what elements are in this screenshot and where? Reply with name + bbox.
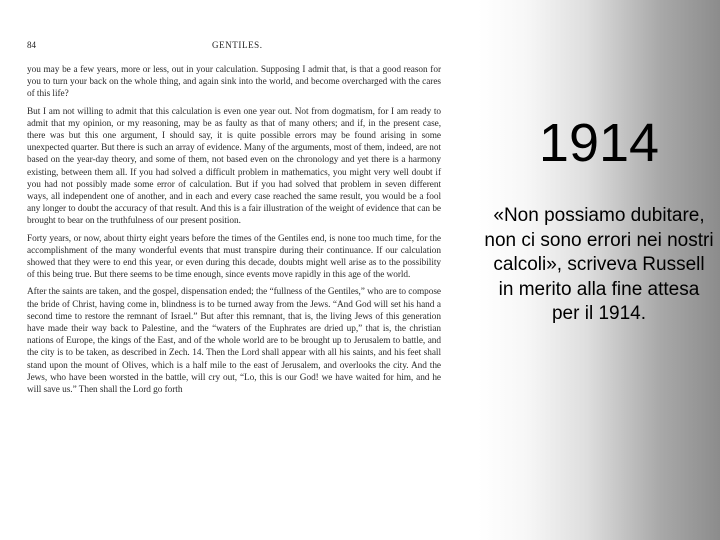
paragraph-3: Forty years, or now, about thirty eight years before the times of the Gentiles end, is none too much time, for the accomplishment of the many wonderful events that must transpire during their continuance. If our calculation showed that they were to end this year, or even during this decade, doubts might well arise as to the possibility of this being true. But there seems to be time enough, since events move rapidly in this age of the world. bbox=[27, 233, 441, 281]
paragraph-2: But I am not willing to admit that this calculation is even one year out. Not from dogmatism, for I am ready to admit that my opinion, or my reasoning, may be as faulty as that of many others; and if, in the present case, there was but this one argument, I should say, it is quite possible errors may be found arising in some unexpected quarter. But there is such an array of evidence. Many of the arguments, most of them, indeed, are not based on the year-day theory, and some of them, not based even on the chronology and yet there is a harmony existing, between them all. If you had solved a difficult problem in mathematics, you might very well doubt if you had not possibly made some error of calculation. But if you had solved that problem in seven different ways, all independent one of another, and in each and every case reached the same result, you would be a fool any longer to doubt the accuracy of that result. And this is a fair illustration of the weight of evidence that can be brought to bear on the truthfulness of our present position. bbox=[27, 106, 442, 227]
slide-side-panel bbox=[478, 0, 720, 540]
paragraph-4: After the saints are taken, and the gospel, dispensation ended; the “fullness of the Gentiles,” who are to compose the bride of Christ, having come in, blindness is to be turned away from the Jews. “And God will set his hand a second time to restore the remnant of Israel.” But after this remnant, that is, the living Jews of this generation have made their way back to Palestine, and the “waters of the Euphrates are dried up,” that is, the christian nations of Europe, the kings of the East, and of the whole world are to be brought up to Jerusalem to battle, and the city is to be taken, as described in Zech. 14. Then the Lord shall appear with all his saints, and his feet shall stand upon the mount of Olives, which is a half mile to the east of Jerusalem, and overlooks the city. And the Jews, who have been worsted in the battle, will cry out, “Lo, this is our God! we have waited for him, and he will save us.” Then shall the Lord go forth bbox=[27, 287, 441, 396]
running-head bbox=[27, 40, 454, 52]
slide-quote: «Non possiamo dubitare, non ci sono errori nei nostri calcoli», scriveva Russell in merito alla fine attesa per il 1914. bbox=[484, 205, 714, 324]
page-number: 84 bbox=[27, 40, 36, 50]
page-body bbox=[27, 64, 441, 396]
slide-title: 1914 bbox=[538, 113, 660, 173]
paragraph-1: you may be a few years, more or less, out in your calculation. Supposing I admit that, is that a good reason for you to turn your back on the whole thing, and again sink into the world, and become overcharged with the cares of this life? bbox=[27, 65, 441, 100]
page-heading: GENTILES. bbox=[212, 40, 263, 50]
